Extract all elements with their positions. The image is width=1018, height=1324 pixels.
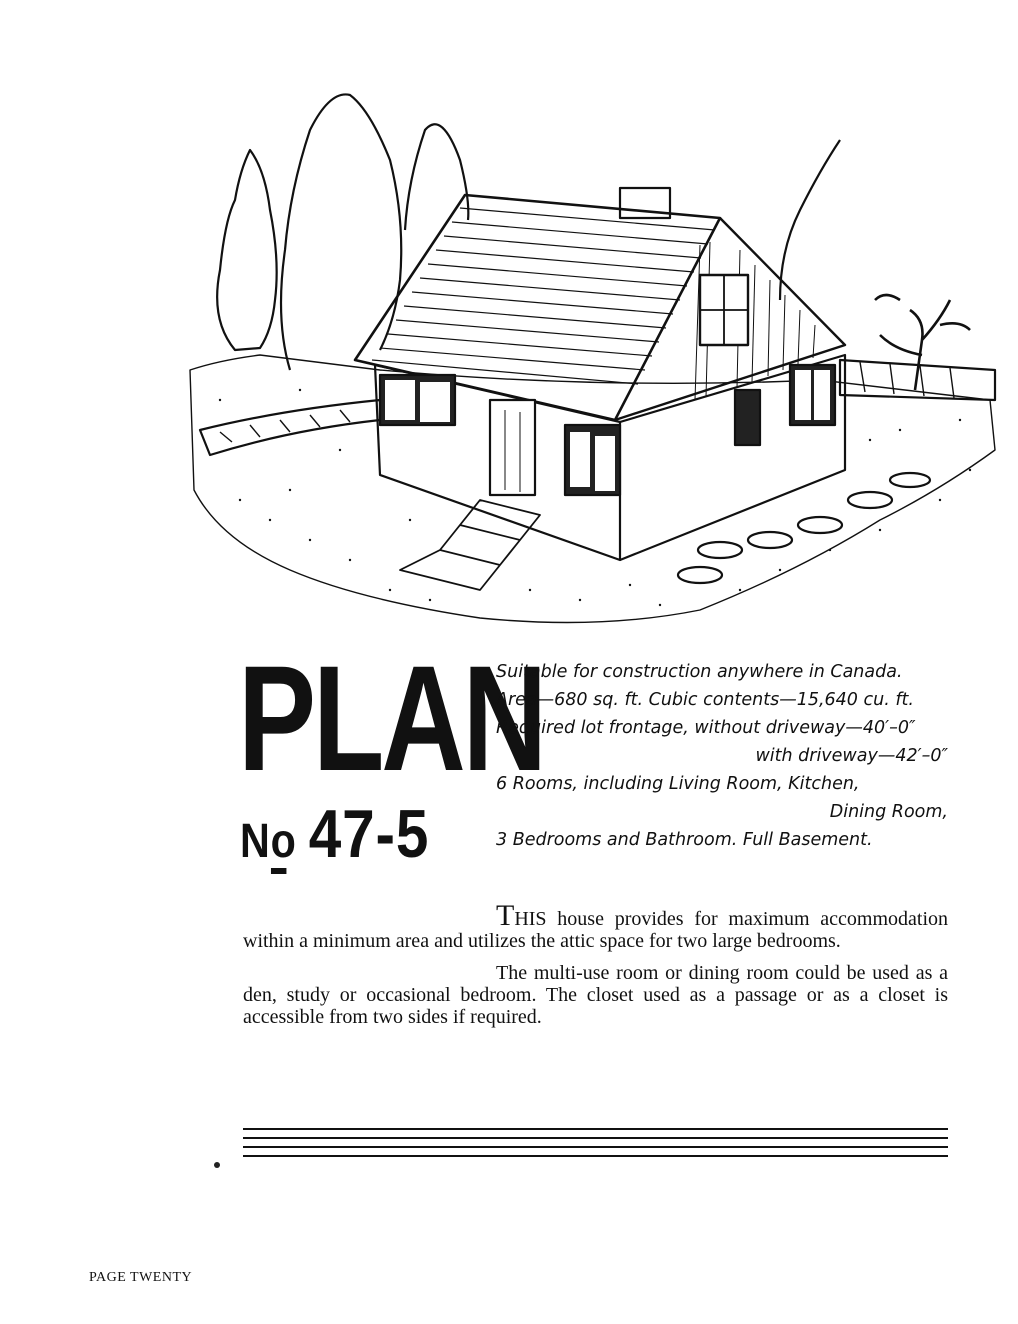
paragraph-text: The multi-use room or dining room could be used as a den, study or occasional bedroom. The closet used as a passage or as a closet is accessible from two sides if required. [243,962,948,1028]
divider-rule [243,1146,948,1148]
tree-tall [281,94,401,370]
spec-line: Required lot frontage, without driveway—40′–0″ [496,718,916,738]
tree-left [217,150,277,350]
spec-line: Suitable for construction anywhere in Canada. [496,662,903,682]
spec-line: 6 Rooms, including Living Room, Kitchen, [496,774,860,794]
description-paragraph [243,962,948,1028]
spec-line: Dining Room, [829,802,948,822]
tree-right [780,140,840,300]
plan-number: 47-5 [308,796,430,872]
divider-rule [243,1137,948,1139]
section-divider [243,1128,948,1164]
divider-rule [243,1155,948,1157]
spec-line: Area—680 sq. ft. Cubic contents—15,640 cu. ft. [496,690,914,710]
spec-line: 3 Bedrooms and Bathroom. Full Basement. [496,830,873,850]
print-speck [214,1162,220,1168]
front-steps [400,500,540,590]
spec-line: with driveway—42′–0″ [755,746,948,766]
description-paragraph [243,899,948,952]
page-number: PAGE TWENTY [89,1270,193,1285]
house-illustration [180,70,1010,640]
drop-cap: T [496,899,515,932]
tree-middle [405,124,468,230]
plan-description [243,899,948,1038]
number-mark: No [240,806,297,878]
paragraph-text: HIS house provides for maximum accommodation within a minimum area and utilizes the attic space for two large bedrooms. [243,908,948,952]
divider-rule [243,1128,948,1130]
plan-specifications [496,658,948,854]
plan-number-heading [240,798,429,878]
plan-heading: PLAN [238,634,545,802]
bare-tree [875,295,970,390]
